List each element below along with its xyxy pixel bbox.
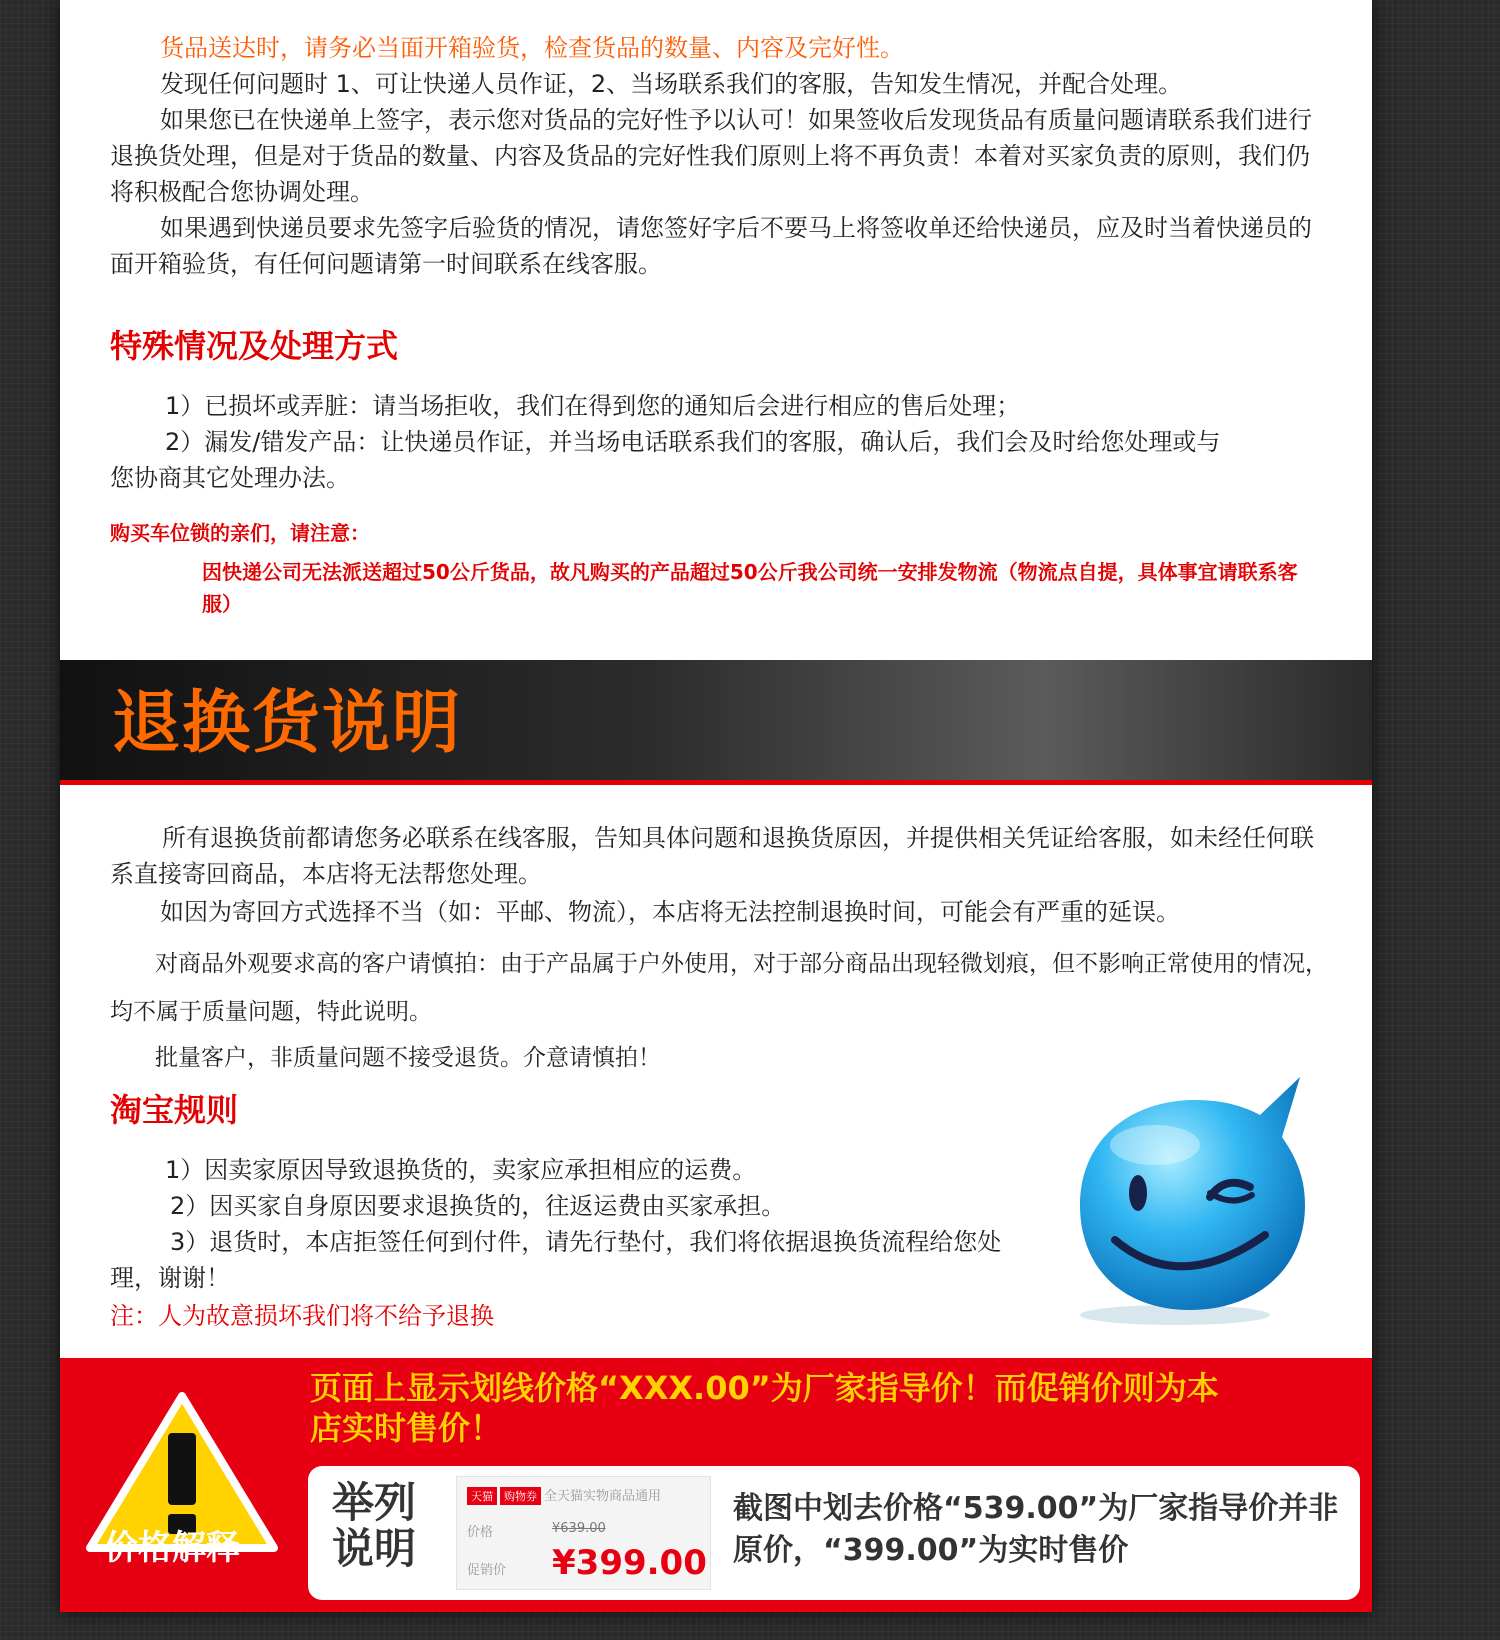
mini-price-label: 价格	[467, 1525, 494, 1540]
returns-paragraph-3: 对商品外观要求高的客户请慎拍：由于产品属于户外使用，对于部分商品出现轻微划痕，但不影响正常使用的情况，均不属于质量问题，特此说明。	[110, 951, 1328, 1025]
taobao-rule-3: 3）退货时，本店拒签任何到付件，请先行垫付，我们将依据退换货流程给您处理，谢谢！	[110, 1228, 1002, 1292]
content-panel	[60, 0, 1372, 1612]
price-example-card	[308, 1466, 1360, 1600]
mini-tag-text: 全天猫实物商品通用	[544, 1489, 662, 1504]
special-item-1: 1）已损坏或弄脏：请当场拒收，我们在得到您的通知后会进行相应的售后处理；	[165, 392, 1021, 420]
taobao-rule-2: 2）因买家自身原因要求退换货的，往返运费由买家承担。	[170, 1192, 786, 1220]
mini-promo-label: 促销价	[467, 1563, 507, 1578]
tmall-tag: 天猫	[467, 1487, 497, 1505]
winking-water-drop-icon	[1060, 1075, 1360, 1335]
parking-lock-note-body: 因快递公司无法派送超过50公斤货品，故凡购买的产品超过50公斤我公司统一安排发物流（物流点自提，具体事宜请联系客服）	[202, 560, 1298, 616]
mini-price: ¥639.00	[552, 1521, 606, 1536]
returns-banner-title: 退换货说明	[112, 684, 463, 763]
delivery-paragraph-2: 发现任何问题时 1、可让快递人员作证，2、当场联系我们的客服，告知发生情况，并配合处理。	[160, 70, 1183, 98]
price-headline: 页面上显示划线价格“XXX.00”为厂家指导价！而促销价则为本店实时售价！	[310, 1369, 1219, 1447]
returns-paragraph-2: 如因为寄回方式选择不当（如：平邮、物流），本店将无法控制退换时间，可能会有严重的延误。	[160, 898, 1180, 926]
special-item-2: 2）漏发/错发产品：让快递员作证，并当场电话联系我们的客服，确认后，我们会及时给您处理或与您协商其它处理办法。	[110, 428, 1221, 492]
price-screenshot-example	[456, 1476, 711, 1590]
mini-tag-row	[467, 1485, 661, 1505]
warning-label: 价格解释	[104, 1528, 240, 1568]
special-heading: 特殊情况及处理方式	[110, 327, 399, 365]
coupon-tag: 购物券	[500, 1487, 541, 1505]
returns-paragraph-1: 所有退换货前都请您务必联系在线客服，告知具体问题和退换货原因，并提供相关凭证给客服，如未经任何联系直接寄回商品，本店将无法帮您处理。	[110, 824, 1314, 888]
taobao-note: 注：人为故意损坏我们将不给予退换	[110, 1302, 494, 1330]
returns-banner	[60, 660, 1372, 785]
taobao-heading: 淘宝规则	[110, 1091, 239, 1129]
delivery-paragraph-1: 货品送达时，请务必当面开箱验货，检查货品的数量、内容及完好性。	[160, 34, 904, 62]
example-label: 举列说明	[332, 1478, 417, 1573]
taobao-rule-1: 1）因卖家原因导致退换货的，卖家应承担相应的运费。	[165, 1156, 757, 1184]
returns-paragraph-4: 批量客户，非质量问题不接受退货。介意请慎拍！	[155, 1045, 661, 1071]
parking-lock-note-title: 购买车位锁的亲们，请注意：	[110, 521, 370, 545]
price-explanation-band	[60, 1358, 1372, 1612]
mini-promo-price: ¥399.00	[552, 1543, 707, 1583]
example-text: 截图中划去价格“539.00”为厂家指导价并非原价，“399.00”为实时售价	[733, 1491, 1339, 1568]
delivery-paragraph-4: 如果遇到快递员要求先签字后验货的情况，请您签好字后不要马上将签收单还给快递员，应及时当着快递员的面开箱验货，有任何问题请第一时间联系在线客服。	[110, 214, 1312, 278]
warning-triangle-icon	[82, 1388, 282, 1608]
delivery-paragraph-3: 如果您已在快递单上签字，表示您对货品的完好性予以认可！如果签收后发现货品有质量问题请联系我们进行退换货处理，但是对于货品的数量、内容及货品的完好性我们原则上将不再负责！本着对买家负责的原则，我们仍将积极配合您协调处理。	[110, 106, 1312, 206]
